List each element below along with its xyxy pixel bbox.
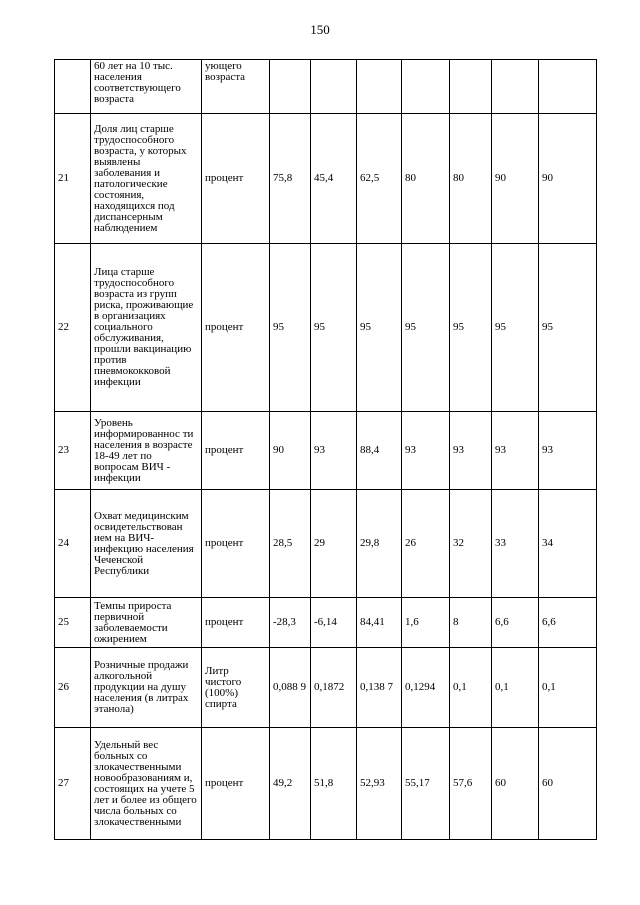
value-cell: 93 [492,412,539,490]
row-number: 23 [55,412,91,490]
value-cell: -6,14 [311,598,357,648]
value-cell: 84,41 [357,598,402,648]
indicator-name: Удельный вес больных со злокачественными новообразованиям и, состоящих на учете 5 лет и более из общего числа больных со злокачественными [91,728,202,840]
value-cell: 93 [402,412,450,490]
value-cell: 1,6 [402,598,450,648]
indicator-name: Темпы прироста первичной заболеваемости ожирением [91,598,202,648]
row-number: 25 [55,598,91,648]
value-cell: 32 [450,490,492,598]
row-number [55,60,91,114]
value-cell: 6,6 [492,598,539,648]
value-cell: 8 [450,598,492,648]
row-number: 24 [55,490,91,598]
unit-cell: Литр чистого (100%) спирта [202,648,270,728]
value-cell: 80 [402,114,450,244]
value-cell: 45,4 [311,114,357,244]
unit-cell: ующего возраста [202,60,270,114]
row-number: 26 [55,648,91,728]
value-cell: 75,8 [270,114,311,244]
value-cell: 93 [450,412,492,490]
value-cell [539,60,597,114]
indicator-name: Доля лиц старше трудоспособного возраста, у которых выявлены заболевания и патологические состояния, находящихся под диспансерным наблюдением [91,114,202,244]
value-cell: 49,2 [270,728,311,840]
value-cell: 0,1 [450,648,492,728]
value-cell: 60 [539,728,597,840]
table-row [55,490,597,598]
value-cell: 29 [311,490,357,598]
unit-cell: процент [202,598,270,648]
table-body [55,60,597,840]
table-row [55,648,597,728]
value-cell: 95 [539,244,597,412]
value-cell [311,60,357,114]
value-cell: 90 [492,114,539,244]
value-cell: 93 [539,412,597,490]
value-cell: 90 [270,412,311,490]
value-cell: 51,8 [311,728,357,840]
value-cell: 0,1872 [311,648,357,728]
indicator-name: Охват медицинским освидетельствован ием на ВИЧ-инфекцию населения Чеченской Республики [91,490,202,598]
value-cell [402,60,450,114]
value-cell: 95 [402,244,450,412]
value-cell [270,60,311,114]
indicator-name: 60 лет на 10 тыс. населения соответствующего возраста [91,60,202,114]
value-cell: 0,1294 [402,648,450,728]
unit-cell: процент [202,114,270,244]
value-cell: 95 [311,244,357,412]
unit-cell: процент [202,244,270,412]
value-cell: 52,93 [357,728,402,840]
indicator-name: Розничные продажи алкогольной продукции на душу населения (в литрах этанола) [91,648,202,728]
value-cell: 62,5 [357,114,402,244]
indicator-name: Уровень информированнос ти населения в возрасте 18-49 лет по вопросам ВИЧ - инфекции [91,412,202,490]
value-cell: 0,1 [492,648,539,728]
value-cell: 95 [450,244,492,412]
value-cell: 95 [492,244,539,412]
row-number: 27 [55,728,91,840]
value-cell: -28,3 [270,598,311,648]
value-cell: 95 [270,244,311,412]
table-row [55,60,597,114]
row-number: 21 [55,114,91,244]
row-number: 22 [55,244,91,412]
value-cell: 0,1 [539,648,597,728]
value-cell: 93 [311,412,357,490]
table-row [55,728,597,840]
value-cell: 90 [539,114,597,244]
indicators-table [54,59,597,840]
indicator-name: Лица старше трудоспособного возраста из групп риска, проживающие в организациях социального обслуживания, прошли вакцинацию против пневмококковой инфекции [91,244,202,412]
value-cell: 6,6 [539,598,597,648]
table-row [55,412,597,490]
unit-cell: процент [202,728,270,840]
table-row [55,244,597,412]
value-cell: 26 [402,490,450,598]
value-cell: 29,8 [357,490,402,598]
value-cell [357,60,402,114]
value-cell: 0,088 9 [270,648,311,728]
table-row [55,598,597,648]
value-cell: 95 [357,244,402,412]
value-cell [450,60,492,114]
page-number: 150 [310,22,330,37]
value-cell: 55,17 [402,728,450,840]
value-cell: 28,5 [270,490,311,598]
value-cell: 80 [450,114,492,244]
value-cell: 34 [539,490,597,598]
value-cell: 60 [492,728,539,840]
value-cell: 0,138 7 [357,648,402,728]
value-cell: 57,6 [450,728,492,840]
value-cell: 88,4 [357,412,402,490]
value-cell [492,60,539,114]
value-cell: 33 [492,490,539,598]
table-row [55,114,597,244]
unit-cell: процент [202,412,270,490]
unit-cell: процент [202,490,270,598]
